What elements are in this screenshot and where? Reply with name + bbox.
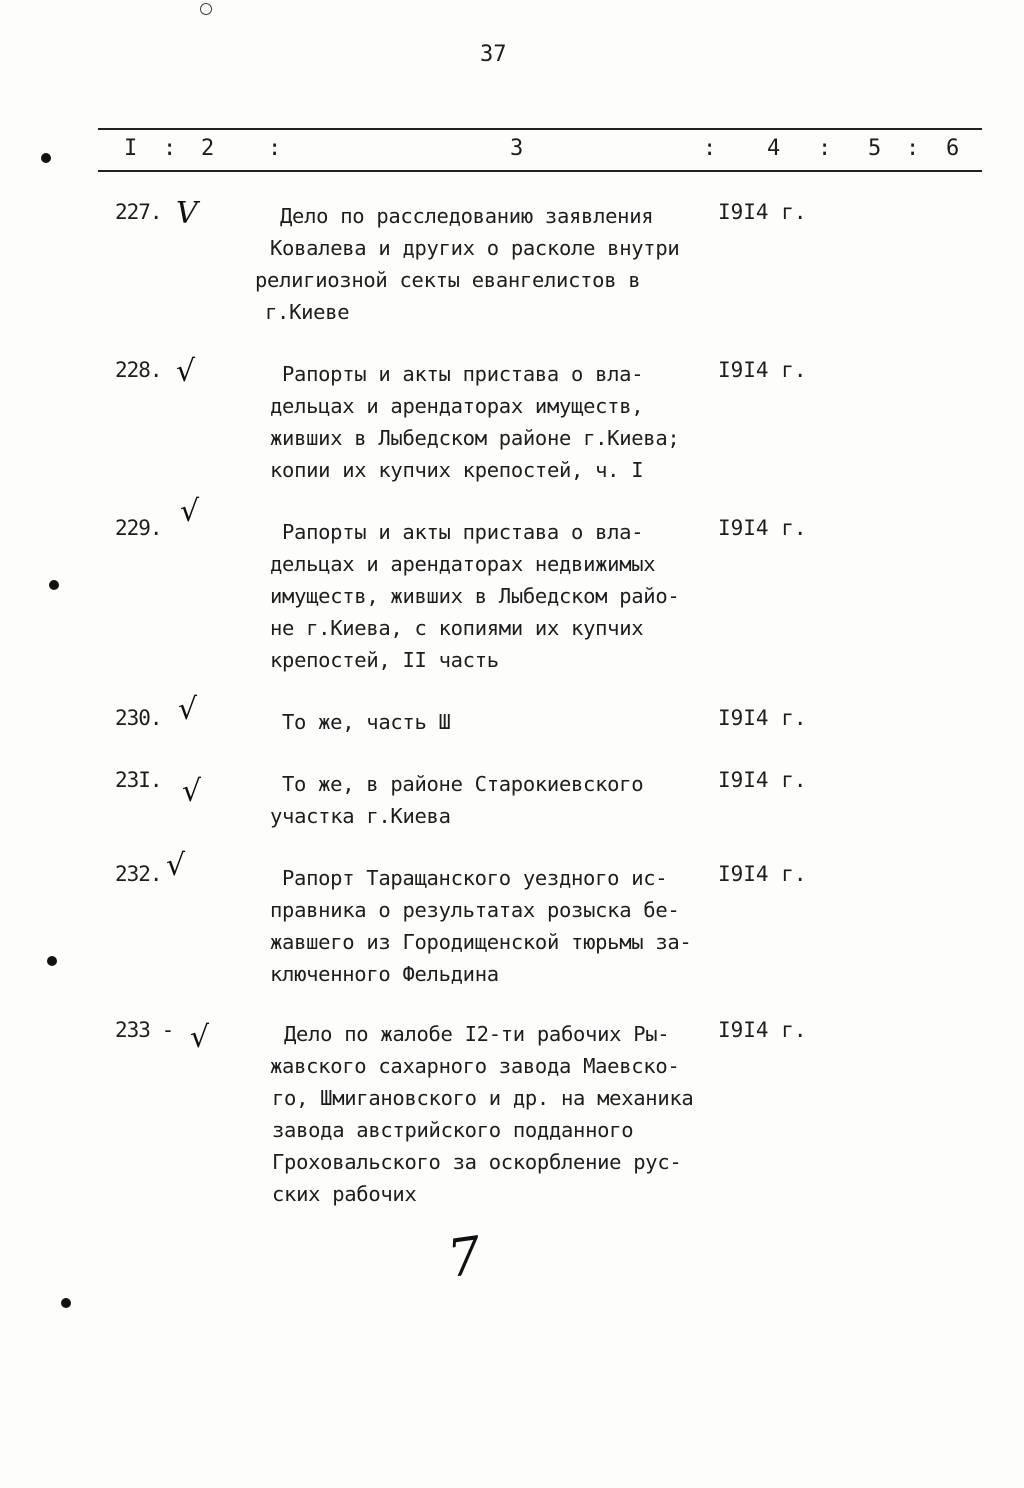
- title-line: То же, часть Ш: [282, 710, 451, 734]
- header-separator: :: [163, 136, 177, 161]
- check-mark-icon: √: [166, 848, 186, 883]
- header-separator: :: [703, 136, 717, 161]
- title-line: Ковалева и других о расколе внутри: [270, 236, 680, 260]
- title-line: дельцах и арендаторах имуществ,: [270, 394, 644, 418]
- title-line: дельцах и арендаторах недвижимых: [270, 552, 656, 576]
- punch-hole: [61, 1298, 71, 1308]
- header-separator: :: [906, 136, 920, 161]
- header-separator: :: [818, 136, 832, 161]
- title-line: ключенного Фельдина: [270, 962, 499, 986]
- title-line: То же, в районе Старокиевского: [282, 772, 644, 796]
- table-header-bottom-rule: [98, 170, 982, 172]
- entry-date: I9I4 г.: [718, 706, 807, 730]
- entry-number: 229.: [115, 516, 162, 540]
- check-mark-icon: √: [182, 774, 202, 809]
- entry-title: [270, 1018, 715, 1210]
- entry-number: 227.: [115, 200, 162, 224]
- entry-number: 233 -: [115, 1018, 174, 1042]
- entry-title: [255, 200, 715, 328]
- title-line: религиозной секты евангелистов в: [255, 268, 641, 292]
- entry-date: I9I4 г.: [718, 516, 807, 540]
- check-mark-icon: √: [178, 692, 198, 727]
- header-col-6: 6: [946, 136, 960, 161]
- title-line: Дело по жалобе I2-ти рабочих Ры-: [284, 1022, 670, 1046]
- table-header-top-rule: [98, 128, 982, 130]
- title-line: завода австрийского подданного: [272, 1118, 634, 1142]
- entry-number: 230.: [115, 706, 162, 730]
- punch-hole: [47, 956, 57, 966]
- title-line: го, Шмигановского и др. на механика: [272, 1086, 694, 1110]
- title-line: участка г.Киева: [270, 804, 451, 828]
- entry-title: [270, 706, 715, 738]
- entry-date: I9I4 г.: [718, 358, 807, 382]
- header-separator: :: [268, 136, 282, 161]
- header-col-2: 2: [201, 136, 215, 161]
- title-line: Рапорт Таращанского уездного ис-: [282, 866, 668, 890]
- title-line: Рапорты и акты пристава о вла-: [282, 520, 644, 544]
- entry-number: 23I.: [115, 768, 162, 792]
- header-col-1: I: [124, 136, 138, 161]
- entry-title: [270, 862, 715, 990]
- header-col-5: 5: [868, 136, 882, 161]
- entry-date: I9I4 г.: [718, 862, 807, 886]
- entry-title: [270, 516, 715, 676]
- entry-number: 228.: [115, 358, 162, 382]
- header-col-3: 3: [510, 136, 524, 161]
- title-line: копии их купчих крепостей, ч. I: [270, 458, 644, 482]
- title-line: Гроховальского за оскорбление рус-: [272, 1150, 682, 1174]
- punch-hole: [49, 580, 59, 590]
- entry-date: I9I4 г.: [718, 200, 807, 224]
- title-line: г.Киеве: [265, 300, 350, 324]
- title-line: жавского сахарного завода Маевско-: [270, 1054, 680, 1078]
- entry-number: 232.: [115, 862, 162, 886]
- check-mark-icon: √: [176, 354, 196, 389]
- punch-hole: [41, 153, 51, 163]
- title-line: Дело по расследованию заявления: [280, 204, 654, 228]
- title-line: ских рабочих: [272, 1182, 417, 1206]
- handwritten-mark: 7: [443, 1225, 486, 1291]
- title-line: Рапорты и акты пристава о вла-: [282, 362, 644, 386]
- check-mark-icon: √: [180, 494, 200, 529]
- entry-date: I9I4 г.: [718, 768, 807, 792]
- header-col-4: 4: [767, 136, 781, 161]
- page-number: 37: [480, 42, 507, 67]
- check-mark-icon: V: [176, 196, 198, 231]
- entry-date: I9I4 г.: [718, 1018, 807, 1042]
- entry-title: [270, 768, 715, 832]
- title-line: имуществ, живших в Лыбедском райо-: [270, 584, 680, 608]
- title-line: правника о результатах розыска бе-: [270, 898, 680, 922]
- title-line: не г.Киева, с копиями их купчих: [270, 616, 644, 640]
- entry-title: [270, 358, 715, 486]
- title-line: живших в Лыбедском районе г.Киева;: [270, 426, 680, 450]
- margin-circle: [200, 3, 212, 15]
- check-mark-icon: √: [190, 1020, 210, 1055]
- title-line: крепостей, II часть: [270, 648, 499, 672]
- title-line: жавшего из Городищенской тюрьмы за-: [270, 930, 692, 954]
